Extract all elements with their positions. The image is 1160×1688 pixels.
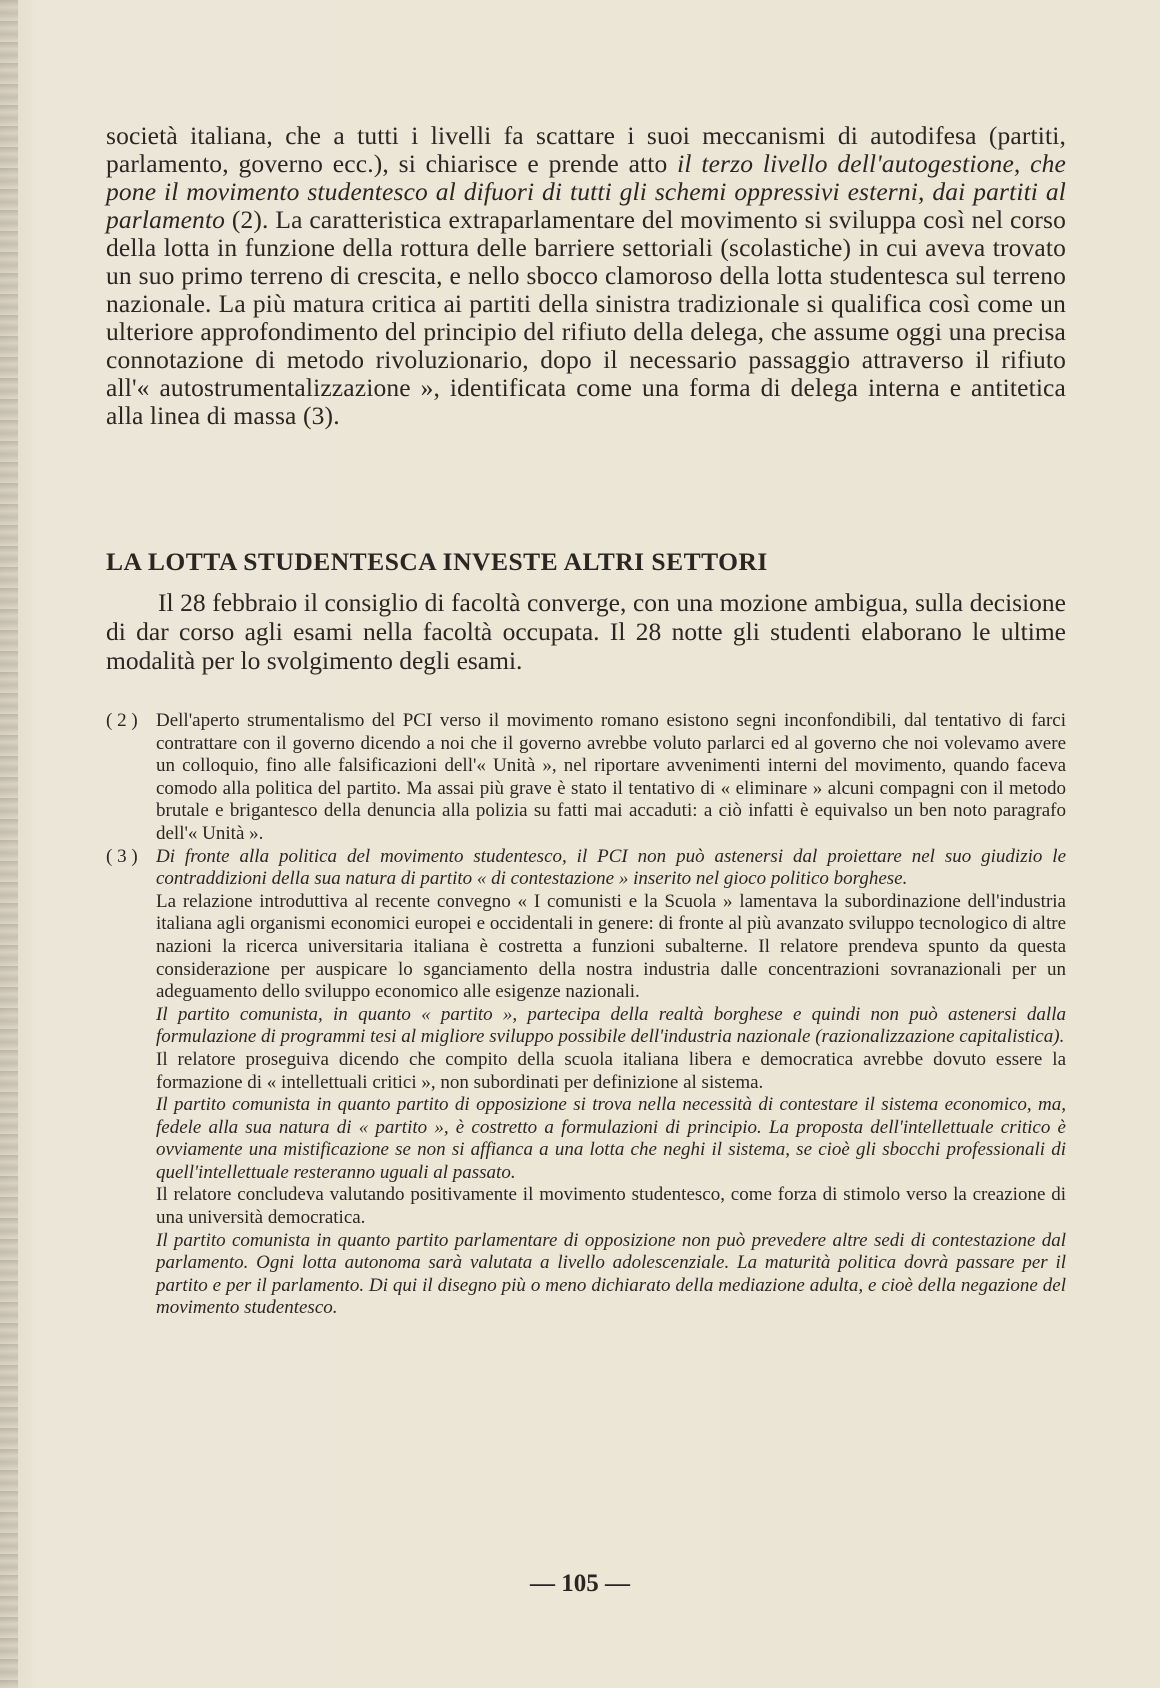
footnote-paragraph: La relazione introduttiva al recente convegno « I comunisti e la Scuola » lamentava la subordinazione dell'industria italiana agli organismi economici europei e occidentali in genere: di fronte al più avanzato sviluppo tecnologico di altre nazioni la ricerca universitaria italiana è costretta a funzioni subalterne. Il relatore prendeva spunto da questa considerazione per auspicare lo sganciamento della nostra industria dalle concentrazioni sovranazionali per un adeguamento dello sviluppo economico alle esigenze nazionali. (156, 890, 1066, 1003)
page-number: — 105 — (530, 1570, 630, 1597)
footnote-number: ( 3 ) (106, 845, 138, 867)
footnote-body (156, 846, 1066, 1320)
paragraph-1-italic: il terzo livello dell'autogestione, che pone il movimento studentesco al difuori di tutti gli schemi oppressivi esterni, dai partiti al parlamento (106, 149, 1067, 234)
page-binding-edge (0, 0, 18, 1688)
footnote-body (156, 710, 1066, 846)
page-content (106, 121, 1067, 1319)
paragraph-1-text-b: (2). La caratteristica extraparlamentare del movimento si sviluppa così nel corso della lotta in funzione della rottura delle barriere settoriali (scolastiche) in cui aveva trovato un suo primo terreno di crescita, e nello sbocco clamoroso della lotta studentesca sul terreno nazionale. La più matura critica ai partiti della sinistra tradizionale si qualifica così come un ulteriore approfondimento del principio del rifiuto della delega, che assume oggi una precisa connotazione di metodo rivoluzionario, dopo il necessario passaggio attraverso il rifiuto all'« autostrumentalizzazione », identificata come una forma di delega interna e antitetica alla linea di massa (3). (106, 205, 1066, 430)
footnotes (106, 710, 1066, 1320)
footnote-paragraph: Il partito comunista, in quanto « partito », partecipa della realtà borghese e quindi non può astenersi dalla formulazione di programmi tesi al migliore sviluppo possibile dell'industria nazionale (razionalizzazione capitalistica). (156, 1003, 1066, 1048)
footnote-paragraph: Il relatore proseguiva dicendo che compito della scuola italiana libera e democratica avrebbe dovuto essere la formazione di « intellettuali critici », non subordinati per definizione al sistema. (156, 1048, 1066, 1093)
section-heading: LA LOTTA STUDENTESCA INVESTE ALTRI SETTORI (106, 547, 768, 576)
footnote-paragraph: Il relatore concludeva valutando positivamente il movimento studentesco, come forza di stimolo verso la creazione di una università democratica. (156, 1184, 1066, 1229)
paragraph-1-text-a: società italiana, che a tutti i livelli fa scattare i suoi meccanismi di autodifesa (partiti, parlamento, governo ecc.), si chiarisce e prende atto (106, 121, 1066, 178)
footnote-paragraph: Il partito comunista in quanto partito di opposizione si trova nella necessità di contestare il sistema economico, ma, fedele alla sua natura di « partito », è costretto a formulazioni di principio. La proposta dell'intellettuale critico è ovviamente una mistificazione se non si affianca a una lotta che neghi il sistema, se cioè gli sbocchi professionali di quell'intellettuale resteranno uguali al passato. (156, 1094, 1066, 1183)
footnote-paragraph: Di fronte alla politica del movimento studentesco, il PCI non può astenersi dal proiettare nel suo giudizio le contraddizioni della sua natura di partito « di contestazione » inserito nel gioco politico borghese. (156, 845, 1066, 890)
paragraph-1 (106, 122, 1066, 430)
footnote-3 (106, 846, 1066, 1320)
paragraph-2: Il 28 febbraio il consiglio di facoltà converge, con una mozione ambigua, sulla decisione di dar corso agli esami nella facoltà occupata. Il 28 notte gli studenti elaborano le ultime modalità per lo svolgimento degli esami. (106, 588, 1066, 675)
footnote-paragraph: Il partito comunista in quanto partito parlamentare di opposizione non può prevedere altre sedi di contestazione dal parlamento. Ogni lotta autonoma sarà valutata a livello adolescenziale. La maturità politica dovrà passare per il partito e per il parlamento. Di qui il disegno più o meno dichiarato della mediazione adulta, e cioè della negazione del movimento studentesco. (156, 1229, 1066, 1319)
footnote-2 (106, 710, 1066, 846)
footnote-paragraph: Dell'aperto strumentalismo del PCI verso il movimento romano esistono segni inconfondibili, dal tentativo di farci contrattare con il governo dicendo a noi che il governo avrebbe voluto parlarci ed al governo che noi volevamo avere un colloquio, fino alle falsificazioni dell'« Unità », nel riportare avvenimenti interni del movimento, quando faceva comodo alla politica del partito. Ma assai più grave è stato il tentativo di « eliminare » alcuni compagni con il metodo brutale e brigantesco della denuncia alla polizia su fatti mai accaduti: a ciò infatti è equivalso un ben noto paragrafo dell'« Unità ». (156, 710, 1066, 844)
footnote-number: ( 2 ) (106, 710, 138, 731)
